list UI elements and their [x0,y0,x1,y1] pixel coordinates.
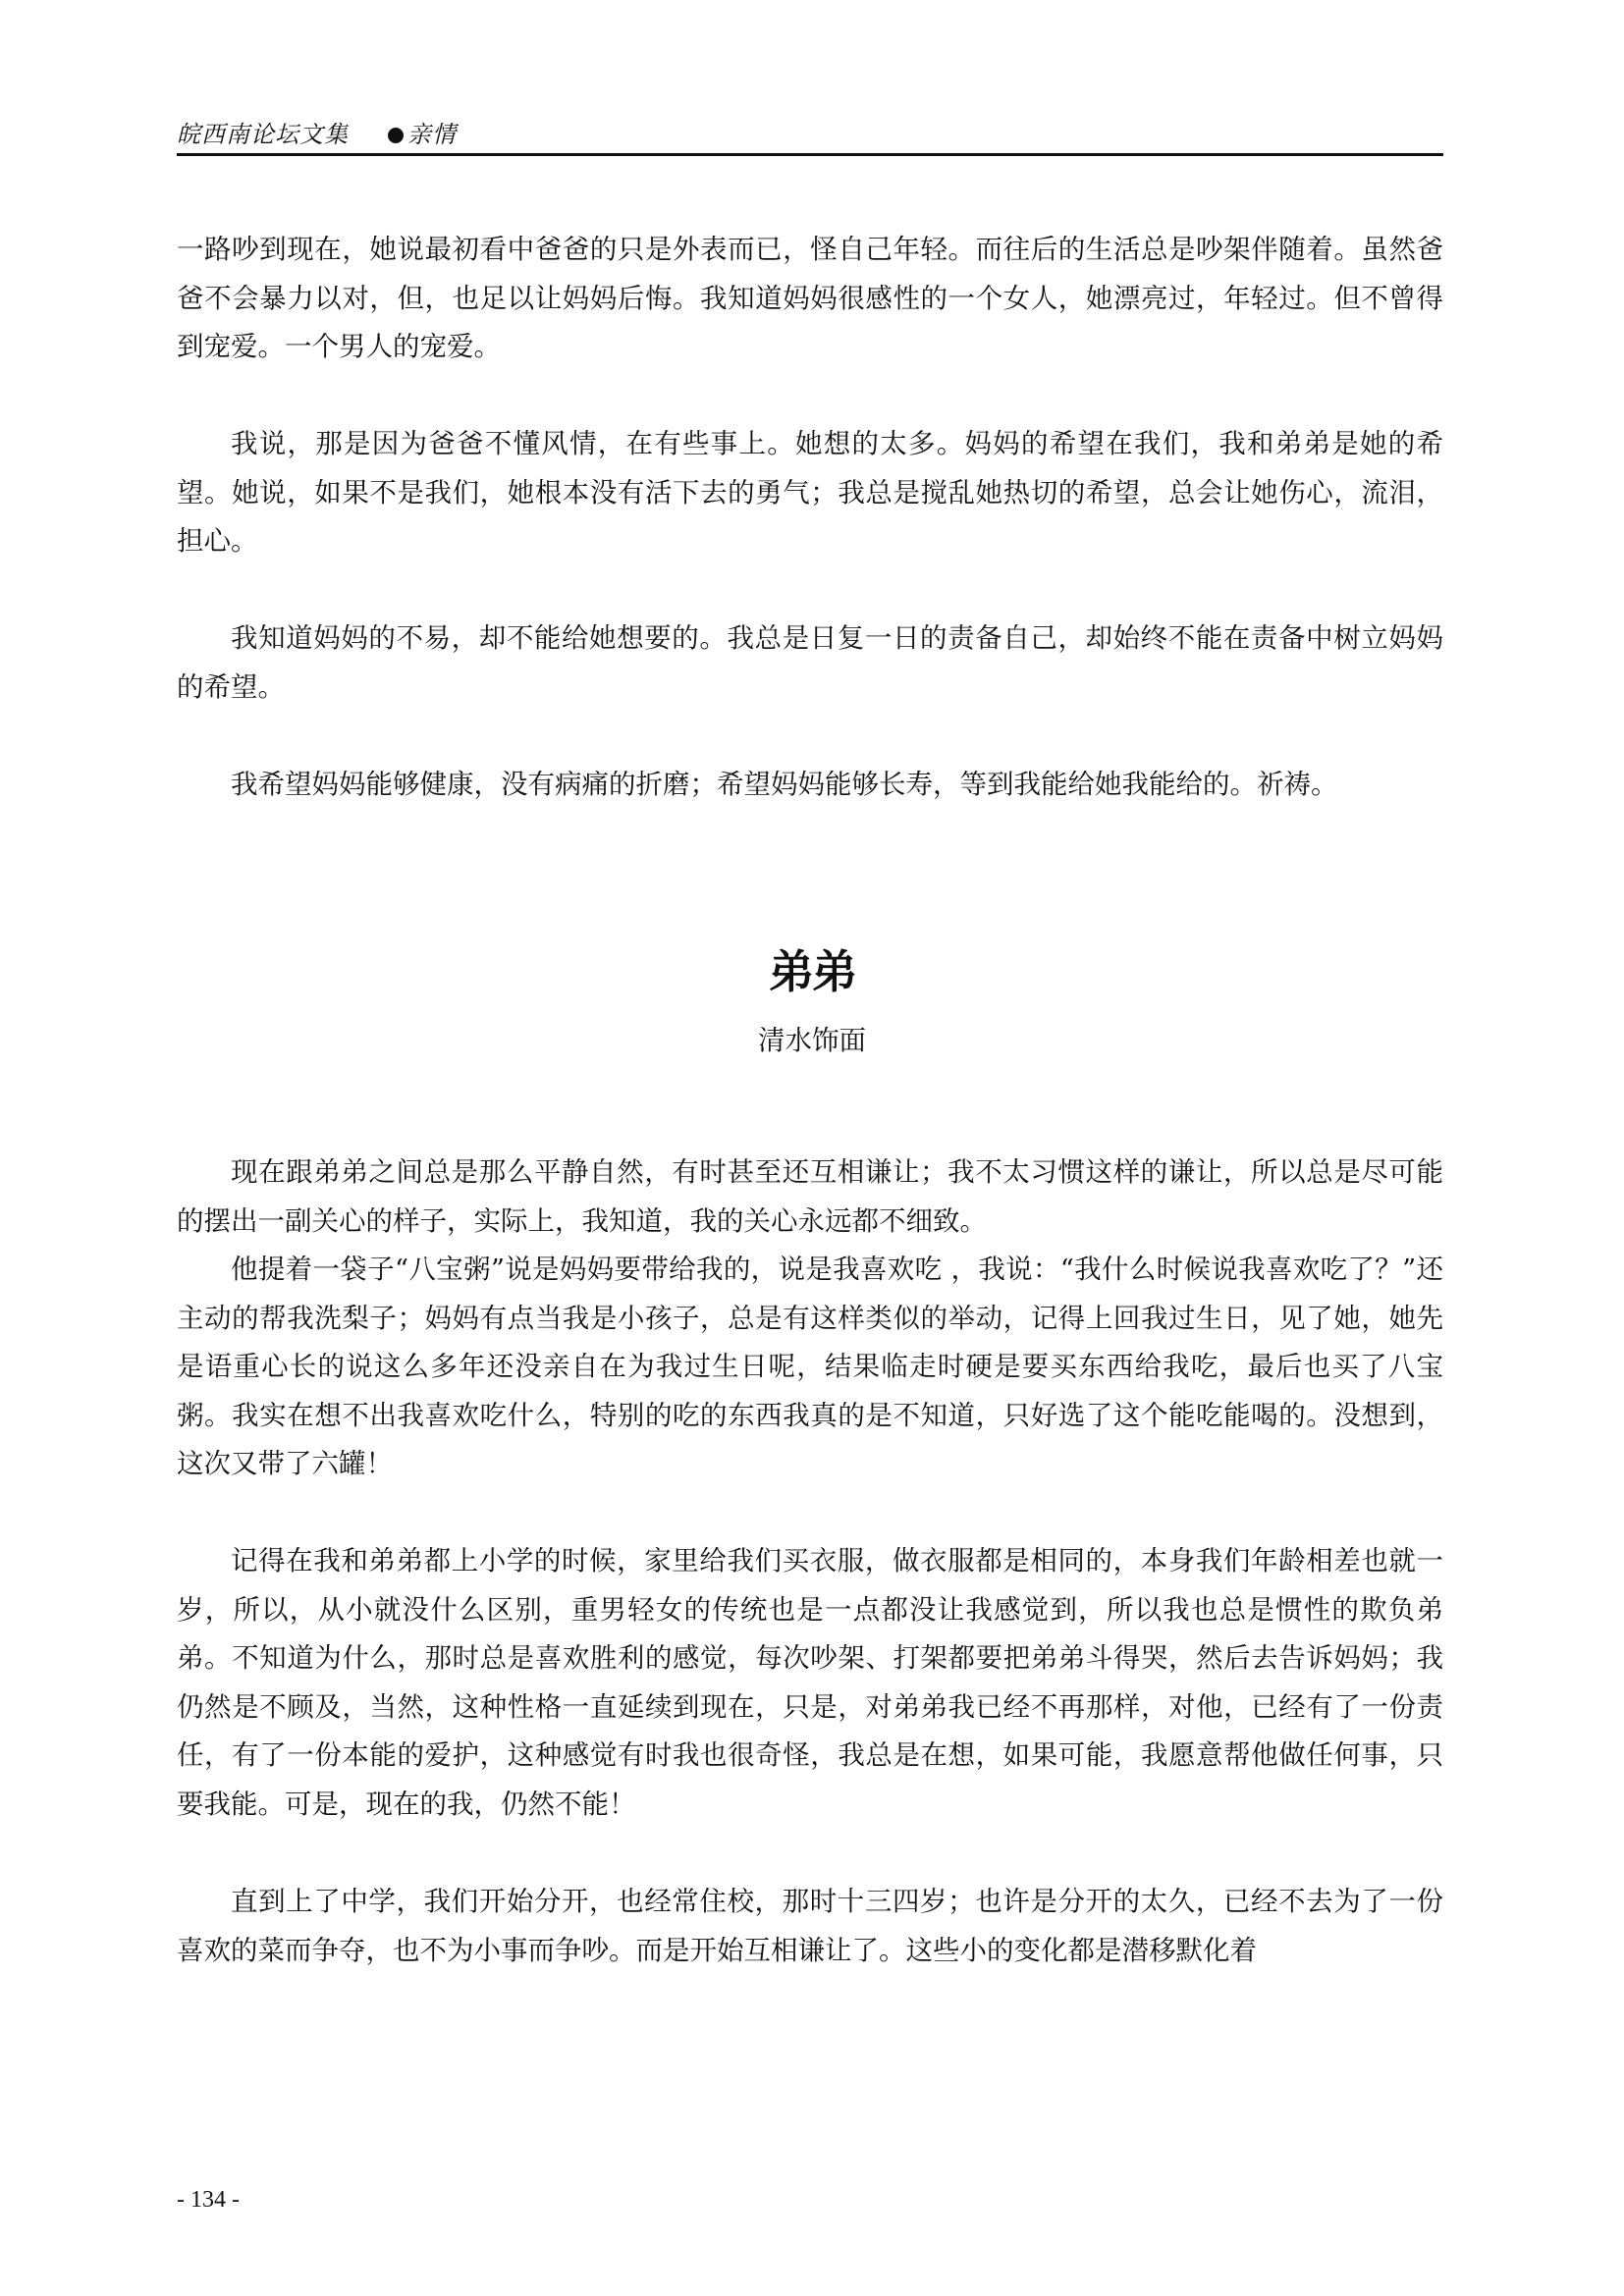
continued-paragraph-1: 一路吵到现在，她说最初看中爸爸的只是外表而已，怪自己年轻。而往后的生活总是吵架伴随着。虽然爸爸不会暴力以对，但，也足以让妈妈后悔。我知道妈妈很感性的一个女人，她漂亮过，年轻过。但不曾得到宠爱。一个男人的宠爱。 [177,234,1443,362]
continued-paragraph-4: 我希望妈妈能够健康，没有病痛的折磨；希望妈妈能够长寿，等到我能给她我能给的。祈祷。 [231,769,1338,800]
section-label: 亲情 [407,121,457,148]
article-author: 清水饰面 [758,1025,866,1056]
article-paragraph-4: 直到上了中学，我们开始分开，也经常住校，那时十三四岁；也许是分开的太久，已经不去为了一份喜欢的菜而争夺，也不为小事而争吵。而是开始互相谦让了。这些小的变化都是潜移默化着 [177,1886,1443,1966]
continued-paragraph-3: 我知道妈妈的不易，却不能给她想要的。我总是日复一日的责备自己，却始终不能在责备中树立妈妈的希望。 [177,622,1443,703]
article-paragraph-1: 现在跟弟弟之间总是那么平静自然，有时甚至还互相谦让；我不太习惯这样的谦让，所以总是尽可能的摆出一副关心的样子，实际上，我知道，我的关心永远都不细致。 [177,1156,1443,1237]
book-title: 皖西南论坛文集 [177,121,349,148]
bullet-dot-icon [388,128,404,143]
running-header [177,114,1443,156]
page-number: - 134 - [177,2187,240,2213]
continued-paragraph-2: 我说，那是因为爸爸不懂风情，在有些事上。她想的太多。妈妈的希望在我们，我和弟弟是她的希望。她说，如果不是我们，她根本没有活下去的勇气；我总是搅乱她热切的希望，总会让她伤心，流泪，担心。 [177,428,1443,557]
article-paragraph-2: 他提着一袋子“八宝粥”说是妈妈要带给我的，说是我喜欢吃 ，我说：“我什么时候说我喜欢吃了？”还主动的帮我洗梨子；妈妈有点当我是小孩子，总是有这样类似的举动，记得上回我过生日，见了她，她先是语重心长的说这么多年还没亲自在为我过生日呢，结果临走时硬是要买东西给我吃，最后也买了八宝粥。我实在想不出我喜欢吃什么，特别的吃的东西我真的是不知道，只好选了这个能吃能喝的。没想到，这次又带了六罐！ [177,1254,1443,1479]
article-title: 弟弟 [769,945,855,998]
article-paragraph-3: 记得在我和弟弟都上小学的时候，家里给我们买衣服，做衣服都是相同的，本身我们年龄相差也就一岁，所以，从小就没什么区别，重男轻女的传统也是一点都没让我感觉到，所以我也总是惯性的欺负弟弟。不知道为什么，那时总是喜欢胜利的感觉，每次吵架、打架都要把弟弟斗得哭，然后去告诉妈妈；我仍然是不顾及，当然，这种性格一直延续到现在，只是，对弟弟我已经不再那样，对他，已经有了一份责任，有了一份本能的爱护，这种感觉有时我也很奇怪，我总是在想，如果可能，我愿意帮他做任何事，只要我能。可是，现在的我，仍然不能！ [177,1545,1443,1820]
header-text [177,115,457,149]
